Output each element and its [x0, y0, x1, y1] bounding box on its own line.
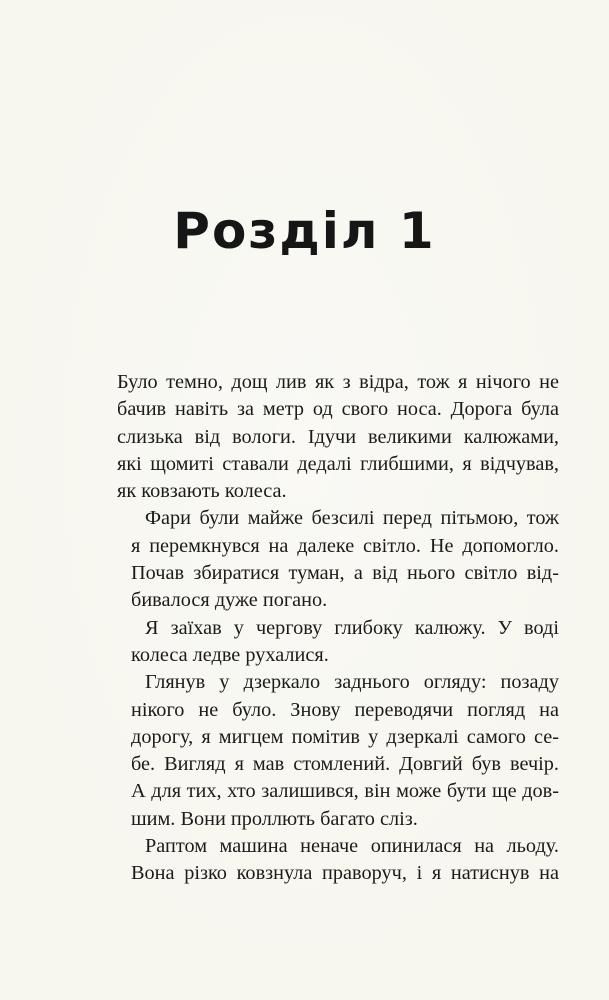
text-line: колеса ледве рухалися. [131, 643, 329, 666]
text-line: шим. Вони проллють багато сліз. [131, 807, 418, 830]
paragraph-4 [117, 669, 559, 833]
text-line: Раптом машина неначе опинилася на льоду. [145, 835, 559, 858]
text-line: які щомиті ставали дедалі глибшими, я відчував, [117, 452, 559, 475]
text-line: бачив навіть за метр од свого носа. Дорога була [117, 398, 559, 421]
text-line: слизька від вологи. Ідучи великими калюжами, [117, 425, 559, 448]
text-line: я перемкнувся на далеке світло. Не допомогло. [131, 534, 559, 557]
chapter-body [117, 369, 559, 888]
text-line: Вона різко ковзнула праворуч, і я натиснув на [131, 862, 559, 885]
text-line: А для тих, хто залишився, він може бути ще дов- [131, 780, 559, 803]
text-line: Я заїхав у чергову глибоку калюжу. У воді [145, 616, 559, 639]
text-line: нікого не було. Знову переводячи погляд на [131, 698, 559, 721]
text-line: Глянув у дзеркало заднього огляду: позаду [145, 671, 559, 694]
paragraph-1 [117, 369, 559, 505]
chapter-title: Розділ 1 [173, 202, 436, 260]
text-line: як ковзають колеса. [117, 480, 287, 503]
text-line: бе. Вигляд я мав стомлений. Довгий був вечір. [131, 753, 559, 776]
paragraph-5 [117, 833, 559, 888]
text-line: дорогу, я мигцем помітив у дзеркалі самого се- [131, 725, 559, 748]
text-line: Фари були майже безсилі перед пітьмою, тож [145, 507, 559, 530]
paragraph-3 [117, 615, 559, 670]
text-line: бивалося дуже погано. [131, 589, 328, 612]
text-line: Було темно, дощ лив як з відра, тож я нічого не [117, 371, 559, 393]
text-line: Почав збиратися туман, а від нього світло від- [131, 562, 559, 585]
paragraph-2 [117, 505, 559, 614]
